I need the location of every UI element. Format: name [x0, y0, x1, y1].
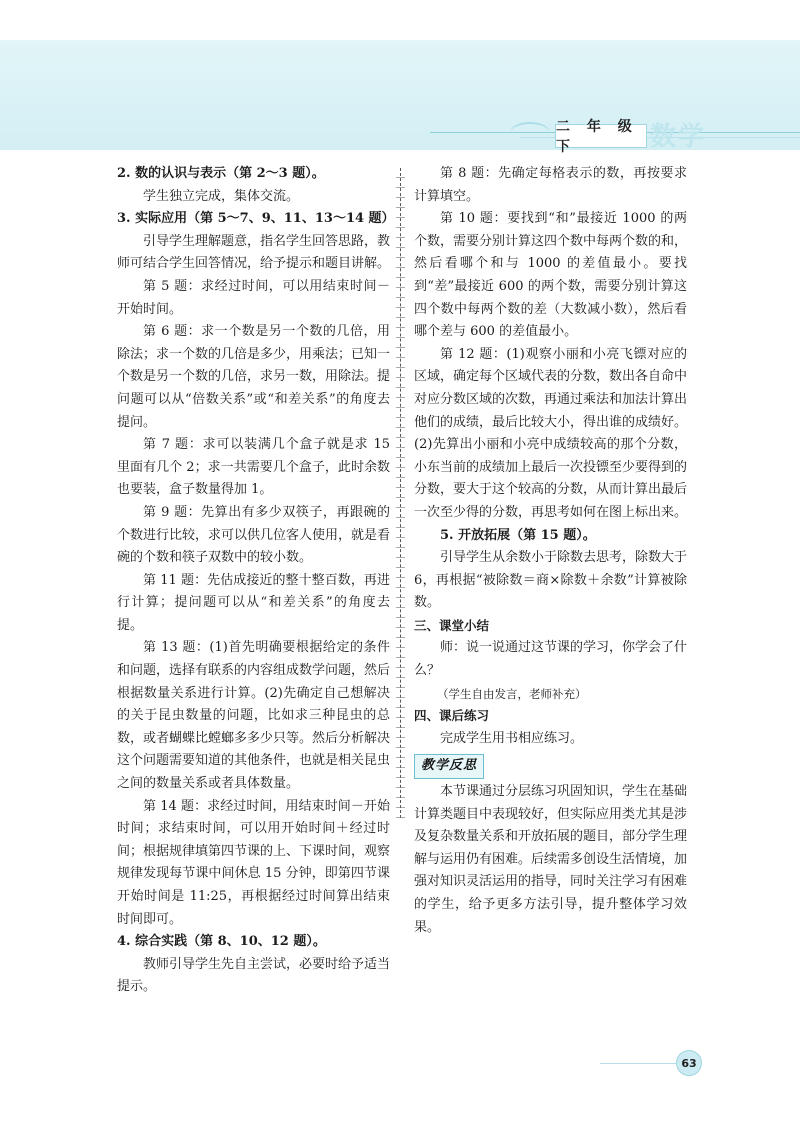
left-paragraph: 第 13 题：(1)首先明确要根据给定的条件和问题，选择有联系的内容组成数学问题，然后根据数量关系进行计算。(2)先确定自己想解决的关于昆虫数量的问题，比如求三种昆虫的总数，或者蝴蝶比螳螂多多少只等。然后分析解决这个问题需要知道的其他条件，也就是相关昆虫之间的数量关系或者具体数量。: [117, 640, 391, 792]
left-paragraph: 第 9 题：先算出有多少双筷子，再跟碗的个数进行比较，求可以供几位客人使用，就是看碗的个数和筷子双数中的较小数。: [117, 504, 391, 566]
grade-label: 二 年 级 下: [555, 124, 647, 148]
reflection-text: 本节课通过分层练习巩固知识，学生在基础计算类题目中表现较好，但实际应用类尤其是涉及复杂数量关系和开放拓展的题目，部分学生理解与运用仍有困难。后续需多创设生活情境，加强对知识灵活运用的指导，同时关注学习有困难的学生，给予更多方法引导，提升整体学习效果。: [414, 784, 688, 935]
reflection-section: [414, 750, 687, 939]
reflection-title: 教学反思: [414, 754, 484, 779]
left-paragraph: 4. 综合实践（第 8、10、12 题）。: [117, 934, 326, 950]
right-paragraph: 完成学生用书相应练习。: [440, 730, 584, 746]
left-paragraph: 第 11 题：先估成接近的整十整百数，再进行计算；提问题可以从“和差关系”的角度去提。: [117, 572, 390, 633]
header-math-watermark: 数学: [650, 122, 707, 152]
right-paragraph: 引导学生从余数小于除数去思考，除数大于 6，再根据“被除数＝商×除数＋余数”计算被除数。: [414, 550, 688, 611]
left-paragraph: 第 5 题：求经过时间，可以用结束时间－开始时间。: [117, 278, 390, 317]
page-number: 63: [676, 1050, 702, 1076]
left-paragraph: 3. 实际应用（第 5～7、9、11、13～14 题）: [117, 211, 395, 227]
header-swirl-decoration: [510, 122, 550, 144]
right-column-paragraphs: [414, 163, 687, 750]
right-paragraph: 师：说一说通过这节课的学习，你学会了什么？: [414, 640, 688, 679]
left-paragraph: 学生独立完成，集体交流。: [143, 188, 300, 204]
left-paragraph: 引导学生理解题意，指名学生回答思路，教师可结合学生回答情况，给予提示和题目讲解。: [117, 233, 391, 272]
right-paragraph: （学生自由发言，老师补充）: [437, 686, 587, 701]
right-paragraph: 5. 开放拓展（第 15 题）。: [440, 527, 596, 543]
right-paragraph: 第 10 题：要找到“和”最接近 1000 的两个数，需要分别计算这四个数中每两个数的和，然后看哪个和与 1000 的差值最小。要找到“差”最接近 600 的两个数，需要分别计算这四个数中每两个数的差（大数减小数），然后看哪个差与 600 的差值最小。: [414, 211, 688, 340]
right-paragraph: 第 8 题：先确定每格表示的数，再按要求计算填空。: [414, 166, 687, 204]
left-column: [117, 163, 395, 999]
column-divider-ticks: [396, 168, 405, 818]
right-column: [414, 163, 687, 939]
left-paragraph: 教师引导学生先自主尝试，必要时给予适当提示。: [117, 956, 391, 995]
right-paragraph: 四、课后练习: [414, 708, 490, 724]
left-paragraph: 第 14 题：求经过时间，用结束时间－开始时间；求结束时间，可以用开始时间＋经过时间；根据规律填第四节课的上、下课时间，观察规律发现每节课中间休息 15 分钟，即第四节课开始时间是 11:25，再根据经过时间算出结束时间即可。: [117, 798, 391, 927]
left-paragraph: 第 6 题：求一个数是另一个数的几倍，用除法；求一个数的几倍是多少，用乘法；已知一个数是另一个数的几倍，求另一数，用除法。提问题可以从“倍数关系”或“和差关系”的角度去提问。: [117, 324, 391, 430]
right-paragraph: 三、课堂小结: [414, 617, 490, 633]
left-paragraph: 第 7 题：求可以装满几个盒子就是求 15 里面有几个 2；求一共需要几个盒子，此时余数也要装，盒子数量得加 1。: [117, 437, 390, 498]
page-number-rule: [600, 1063, 676, 1064]
left-paragraph: 2. 数的认识与表示（第 2～3 题）。: [117, 166, 325, 181]
right-paragraph: 第 12 题：(1)观察小丽和小亮飞镖对应的区域，确定每个区域代表的分数，数出各自命中对应分数区域的次数，再通过乘法和加法计算出他们的成绩，最后比较大小，得出谁的成绩好。(2)先算出小丽和小亮中成绩较高的那个分数，小东当前的成绩加上最后一次投镖至少要得到的分数，要大于这个较高的分数，从而计算出最后一次至少得的分数，再思考如何在图上标出来。: [414, 346, 688, 520]
